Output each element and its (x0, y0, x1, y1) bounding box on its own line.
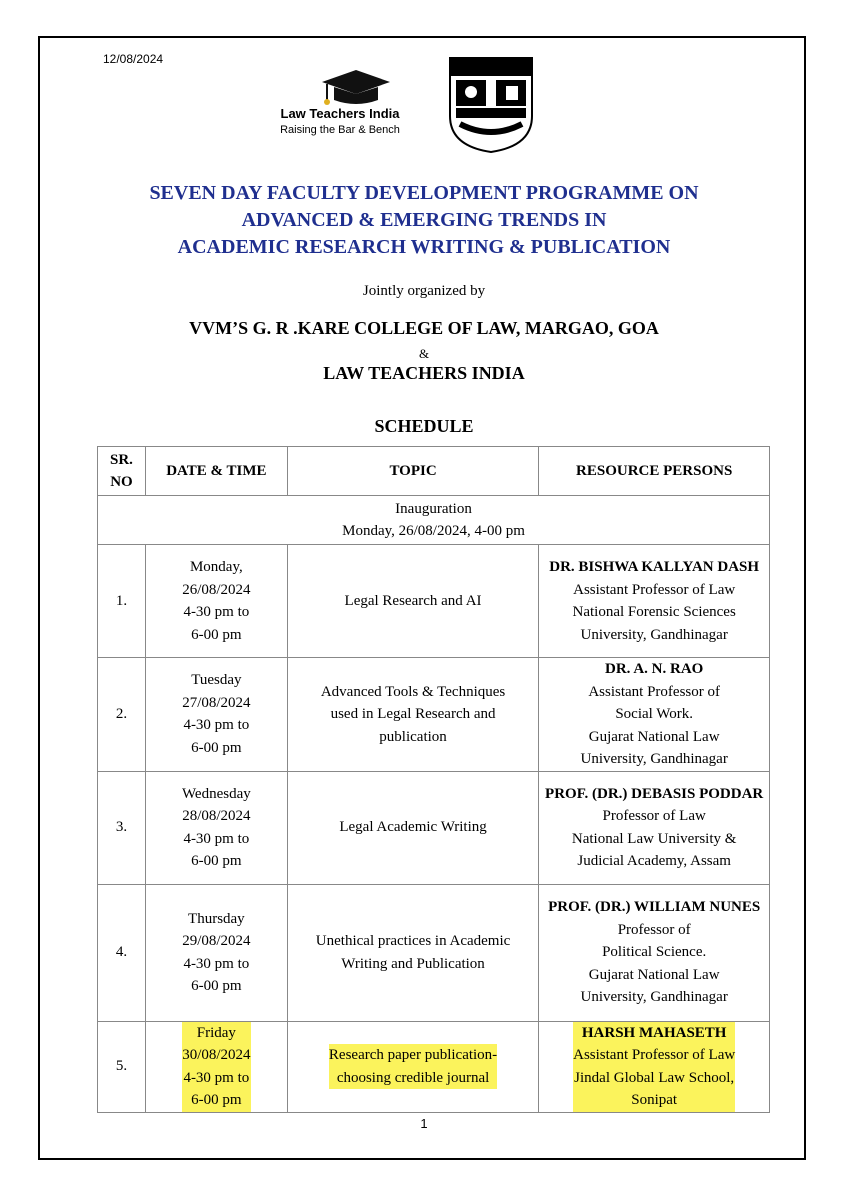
topic-cell: Legal Academic Writing (287, 771, 539, 884)
topic-cell: Advanced Tools & Techniques used in Legal Research and publication (287, 658, 539, 772)
header-date: DATE & TIME (145, 447, 287, 496)
header-topic: TOPIC (287, 447, 539, 496)
topic-cell: Legal Research and AI (287, 545, 539, 658)
organizer-lti: LAW TEACHERS INDIA (323, 363, 525, 383)
resource-person-cell: PROF. (DR.) DEBASIS PODDAR Professor of Law National Law University & Judicial Academy, Assam (539, 771, 770, 884)
inauguration-cell: Inauguration Monday, 26/08/2024, 4-00 pm (98, 496, 770, 545)
sr-no-cell: 1. (98, 545, 146, 658)
date-cell: Friday 30/08/2024 4-30 pm to 6-00 pm (145, 1021, 287, 1112)
sr-no-cell: 4. (98, 884, 146, 1021)
resource-person-cell: PROF. (DR.) WILLIAM NUNES Professor of Political Science. Gujarat National Law University, Gandhinagar (539, 884, 770, 1021)
header-resource: RESOURCE PERSONS (539, 447, 770, 496)
title-line: ACADEMIC RESEARCH WRITING & PUBLICATION (177, 236, 671, 258)
resource-person-cell: DR. BISHWA KALLYAN DASH Assistant Professor of Law National Forensic Sciences University, Gandhinagar (539, 545, 770, 658)
table-row (98, 545, 770, 658)
date-cell: Monday, 26/08/2024 4-30 pm to 6-00 pm (145, 545, 287, 658)
lti-tagline: Raising the Bar & Bench (280, 124, 400, 136)
college-crest-icon (448, 56, 534, 154)
date-cell: Wednesday 28/08/2024 4-30 pm to 6-00 pm (145, 771, 287, 884)
resource-person-cell: HARSH MAHASETH Assistant Professor of Law Jindal Global Law School, Sonipat (539, 1021, 770, 1112)
lti-name: Law Teachers India (280, 106, 400, 121)
schedule-heading: SCHEDULE (374, 416, 474, 436)
programme-title (60, 180, 788, 261)
resource-person-cell: DR. A. N. RAO Assistant Professor of Social Work. Gujarat National Law University, Gandhinagar (539, 658, 770, 772)
table-header-row (98, 447, 770, 496)
topic-cell: Research paper publication- choosing credible journal (287, 1021, 539, 1112)
date-cell: Thursday 29/08/2024 4-30 pm to 6-00 pm (145, 884, 287, 1021)
date-cell: Tuesday 27/08/2024 4-30 pm to 6-00 pm (145, 658, 287, 772)
jointly-organized-text: Jointly organized by (362, 283, 486, 299)
title-line: ADVANCED & EMERGING TRENDS IN (241, 209, 607, 231)
sr-no-cell: 5. (98, 1021, 146, 1112)
page-number: 1 (420, 1116, 428, 1131)
header-sr-no: SR. NO (98, 447, 146, 496)
sr-no-cell: 3. (98, 771, 146, 884)
table-row (98, 1021, 770, 1112)
table-row (98, 658, 770, 772)
sr-no-cell: 2. (98, 658, 146, 772)
table-row (98, 884, 770, 1021)
organizer-college: VVM’S G. R .KARE COLLEGE OF LAW, MARGAO, GOA (189, 318, 659, 338)
document-date: 12/08/2024 (103, 52, 164, 66)
table-row (98, 771, 770, 884)
inauguration-row (98, 496, 770, 545)
organizer-ampersand: & (418, 346, 430, 361)
schedule-table (97, 446, 770, 1113)
title-line: SEVEN DAY FACULTY DEVELOPMENT PROGRAMME ON (149, 182, 699, 204)
topic-cell: Unethical practices in Academic Writing and Publication (287, 884, 539, 1021)
